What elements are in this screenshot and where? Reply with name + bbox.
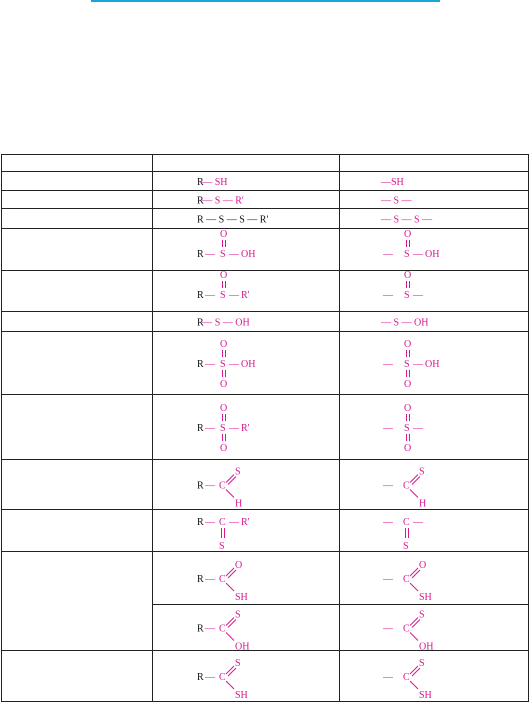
bond-text: — (383, 249, 393, 260)
bond-text: — (229, 517, 239, 528)
sulfur-atom: S (220, 249, 226, 260)
sulfur-atom: S (404, 290, 410, 301)
top-atom: S (419, 466, 425, 478)
bond-text: — (229, 249, 239, 260)
formula-text: — SH (202, 177, 228, 188)
bond (228, 570, 236, 578)
oxygen-atom: O (220, 443, 228, 454)
row-rule (1, 270, 529, 271)
substituent: OH (425, 249, 440, 260)
structure-sulfoxide (197, 272, 337, 310)
structure-thioaldehyde (197, 461, 337, 508)
top-atom: O (235, 560, 243, 571)
bond (410, 618, 418, 626)
carbon-atom: C (219, 672, 226, 683)
bond-text: — (205, 623, 215, 635)
bond (412, 477, 420, 485)
sulfur-atom: S (403, 541, 409, 552)
bond-text: — (205, 359, 215, 370)
bond (412, 570, 420, 578)
bond (410, 583, 418, 591)
bottom-atom: H (235, 498, 243, 510)
formula-text: R (197, 195, 204, 207)
header-top-rule (1, 154, 529, 155)
oxygen-atom: O (404, 403, 412, 414)
bond (412, 620, 420, 628)
bond-text: — (383, 672, 393, 683)
group-thioketone (381, 511, 521, 550)
formula-text: — S — S — (381, 214, 433, 226)
bond-text: — (205, 423, 215, 434)
structure-dithioacid (197, 652, 337, 700)
oxygen-atom: O (220, 339, 228, 350)
carbon-atom: C (219, 574, 226, 585)
r-group: R (197, 480, 204, 492)
bond (226, 568, 234, 576)
structure-thioketone (197, 511, 337, 550)
top-atom: S (235, 466, 241, 478)
sulfur-atom: S (220, 423, 226, 434)
r-group: R (197, 249, 204, 260)
row-rule (1, 394, 529, 395)
bond (410, 633, 418, 641)
bond (228, 620, 236, 628)
bond-text: — (413, 517, 423, 528)
column-rule (528, 154, 529, 701)
carbon-atom: C (403, 480, 410, 492)
bond (410, 666, 418, 674)
r-group: R (197, 672, 204, 683)
sulfur-atom: S (219, 541, 225, 552)
row-rule (1, 311, 529, 312)
sulfur-atom: S (404, 423, 410, 434)
bond-text: — (413, 290, 423, 301)
group-sulfone (381, 396, 521, 458)
r-group: R (197, 623, 204, 635)
top-atom: S (235, 609, 241, 621)
carbon-atom: C (403, 517, 410, 528)
formula-text: —SH (381, 177, 404, 188)
formula-text: R (197, 177, 204, 188)
r-group: R (197, 574, 204, 585)
structure-thioacid-2 (197, 606, 337, 653)
group-dithioacid (381, 652, 521, 700)
bond-text: — (229, 423, 239, 434)
row-rule (1, 208, 529, 209)
bond (226, 633, 234, 641)
structure-sulfenic-acid (197, 313, 337, 330)
bond-text: — (205, 249, 215, 260)
carbon-atom: C (219, 623, 226, 635)
bond (410, 568, 418, 576)
oxygen-atom: O (220, 379, 228, 390)
structure-sulfonic-acid (197, 333, 337, 393)
group-thioacid-2 (381, 606, 521, 653)
row-rule (1, 228, 529, 229)
group-sulfenic-ester-acid (381, 230, 521, 269)
bond (226, 490, 234, 498)
formula-text: — S — OH (202, 317, 250, 329)
group-thioacid-1 (381, 553, 521, 603)
sulfur-atom: S (220, 290, 226, 301)
structure-sulfenic-ester-acid (197, 230, 337, 269)
bond-text: — (229, 290, 239, 301)
group-sulfoxide (381, 272, 521, 310)
structure-sulfide (197, 192, 337, 207)
oxygen-atom: O (220, 270, 228, 281)
formula-text: — S — OH (381, 317, 429, 329)
bond-text: — (383, 517, 393, 528)
bond-text: — (205, 574, 215, 585)
bottom-atom: OH (235, 641, 250, 653)
group-sulfide (381, 192, 521, 207)
bottom-atom: H (419, 498, 427, 510)
oxygen-atom: O (404, 379, 412, 390)
bottom-atom: SH (419, 690, 432, 701)
carbon-atom: C (403, 672, 410, 683)
column-rule (339, 154, 340, 701)
top-atom: S (419, 658, 425, 669)
bond-text: — (229, 359, 239, 370)
bond-text: — (205, 672, 215, 683)
bond (226, 475, 234, 483)
carbon-atom: C (219, 517, 226, 528)
bond-text: — (383, 423, 393, 434)
substituent: OH (241, 249, 256, 260)
formula-text: R — S — S — R' (197, 214, 269, 226)
oxygen-atom: O (220, 229, 228, 240)
formula-text: R (197, 317, 204, 329)
header-bottom-rule (1, 171, 529, 172)
carbon-atom: C (403, 574, 410, 585)
r-group: R (197, 359, 204, 370)
formula-text: — S — R' (202, 195, 244, 207)
column-rule (152, 154, 153, 701)
bond (228, 668, 236, 676)
sulfur-atom: S (404, 359, 410, 370)
bottom-atom: OH (419, 641, 434, 653)
bond (226, 666, 234, 674)
bond-text: — (383, 359, 393, 370)
oxygen-atom: O (404, 339, 412, 350)
top-atom: S (419, 609, 425, 621)
bond-text: — (413, 359, 423, 370)
column-rule (1, 154, 2, 701)
carbon-atom: C (403, 623, 410, 635)
row-rule (1, 509, 529, 510)
bond (226, 618, 234, 626)
substituent: OH (241, 359, 256, 370)
row-rule (1, 331, 529, 332)
bond (410, 490, 418, 498)
bond-text: — (413, 249, 423, 260)
group-disulfide (381, 210, 521, 227)
r-group: R (197, 517, 204, 528)
row-rule (1, 551, 529, 552)
structure-sulfone (197, 396, 337, 458)
bond-text: — (413, 423, 423, 434)
bond-text: — (205, 290, 215, 301)
bond (410, 475, 418, 483)
bottom-atom: SH (419, 592, 432, 603)
bottom-atom: SH (235, 690, 248, 701)
substituent: OH (425, 359, 440, 370)
substituent: R' (241, 290, 250, 301)
row-rule (1, 650, 529, 651)
bond-text: — (383, 480, 393, 492)
structure-disulfide (197, 210, 337, 227)
r-group: R (197, 290, 204, 301)
bond-text: — (205, 480, 215, 492)
carbon-atom: C (219, 480, 226, 492)
bottom-atom: SH (235, 592, 248, 603)
sulfur-atom: S (220, 359, 226, 370)
oxygen-atom: O (404, 229, 412, 240)
bond-text: — (205, 517, 215, 528)
group-thiol (381, 173, 521, 189)
row-rule (1, 190, 529, 191)
group-sulfonic-acid (381, 333, 521, 393)
bond-text: — (383, 290, 393, 301)
bond (410, 681, 418, 689)
row-rule (1, 459, 529, 460)
bond (226, 681, 234, 689)
row-rule (152, 604, 529, 605)
group-sulfenic-acid (381, 313, 521, 330)
top-atom: S (235, 658, 241, 669)
bond-text: — (383, 574, 393, 585)
top-atom: O (419, 560, 427, 571)
structure-thioacid-1 (197, 553, 337, 603)
substituent: R' (241, 517, 250, 528)
oxygen-atom: O (404, 443, 412, 454)
formula-text: — S — (381, 195, 412, 207)
bond (226, 583, 234, 591)
sulfur-atom: S (404, 249, 410, 260)
bond (412, 668, 420, 676)
r-group: R (197, 423, 204, 434)
structure-thiol (197, 173, 337, 189)
bond-text: — (383, 623, 393, 635)
group-thioaldehyde (381, 461, 521, 508)
oxygen-atom: O (220, 403, 228, 414)
substituent: R' (241, 423, 250, 434)
oxygen-atom: O (404, 270, 412, 281)
bond (228, 477, 236, 485)
